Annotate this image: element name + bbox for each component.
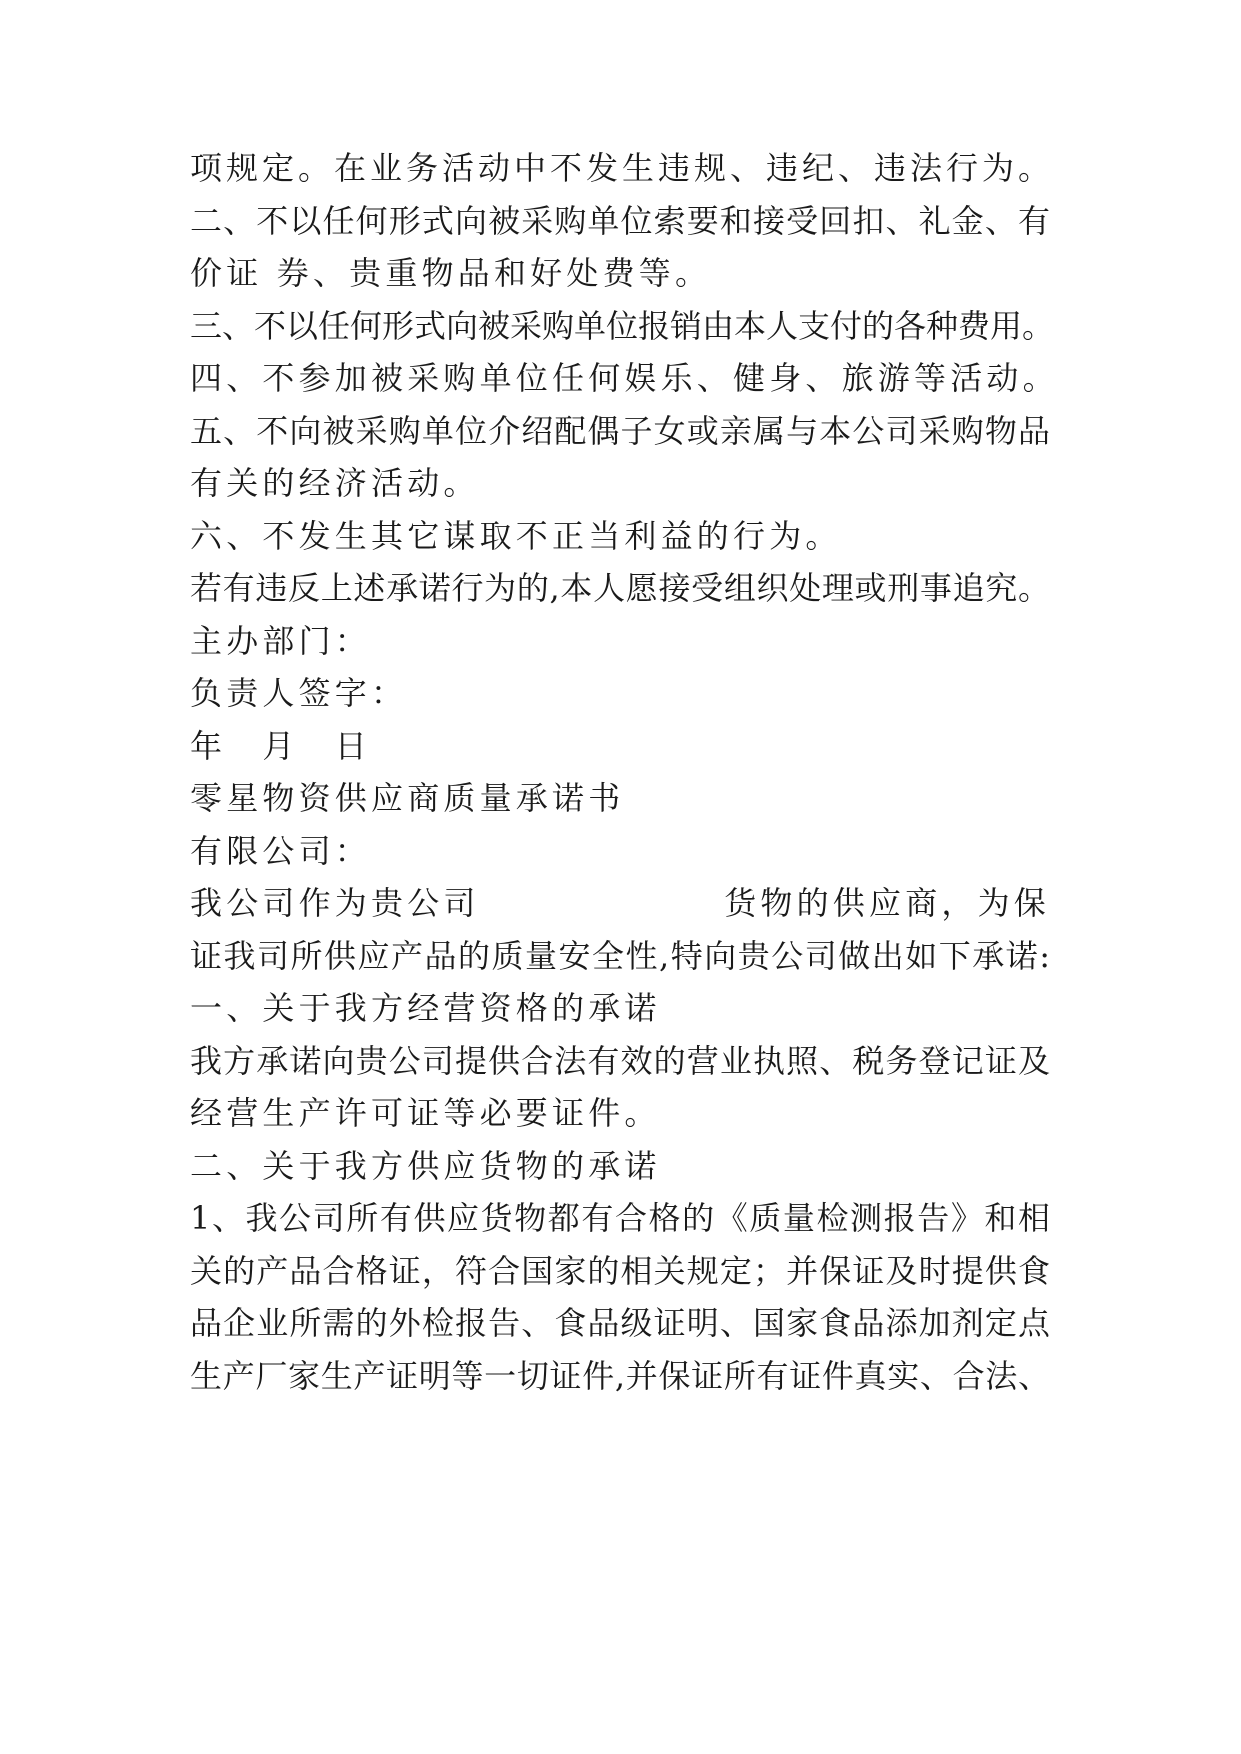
date-line: 年 月 日 — [190, 727, 372, 765]
text-segment: 我公司作为贵公司 — [190, 884, 480, 922]
text-line: 关的产品合格证，符合国家的相关规定；并保证及时提供食 — [190, 1252, 1050, 1290]
text-line: 四、不参加被采购单位任何娱乐、健身、旅游等活动。 — [190, 359, 1059, 397]
text-line: 1、我公司所有供应货物都有合格的《质量检测报告》和相 — [190, 1199, 1050, 1237]
text-segment: 货物的供应商，为保 — [724, 884, 1050, 922]
text-line: 经营生产许可证等必要证件。 — [190, 1094, 661, 1132]
text-line: 三、不以任何形式向被采购单位报销由本人支付的各种费用。 — [190, 307, 1055, 345]
text-line: 主办部门： — [190, 622, 372, 660]
text-line: 项规定。在业务活动中不发生违规、违纪、违法行为。 — [190, 149, 1050, 187]
section-heading: 二、关于我方供应货物的承诺 — [190, 1147, 661, 1185]
text-line: 证我司所供应产品的质量安全性,特向贵公司做出如下承诺: — [190, 937, 1050, 975]
text-line: 我方承诺向贵公司提供合法有效的营业执照、税务登记证及 — [190, 1042, 1050, 1080]
text-line: 有限公司： — [190, 832, 372, 870]
text-line: 价证 券、贵重物品和好处费等。 — [190, 254, 712, 292]
text-line: 生产厂家生产证明等一切证件,并保证所有证件真实、合法、 — [190, 1357, 1050, 1395]
text-line: 品企业所需的外检报告、食品级证明、国家食品添加剂定点 — [190, 1304, 1050, 1342]
text-line: 六、不发生其它谋取不正当利益的行为。 — [190, 517, 842, 555]
document-title: 零星物资供应商质量承诺书 — [190, 779, 625, 817]
text-line: 若有违反上述承诺行为的,本人愿接受组织处理或刑事追究。 — [190, 569, 1050, 607]
text-line: 有关的经济活动。 — [190, 464, 480, 502]
text-line: 二、不以任何形式向被采购单位索要和接受回扣、礼金、有 — [190, 202, 1050, 240]
text-line-with-blank — [190, 883, 1050, 923]
text-line: 五、不向被采购单位介绍配偶子女或亲属与本公司采购物品 — [190, 412, 1050, 450]
section-heading: 一、关于我方经营资格的承诺 — [190, 989, 661, 1027]
text-line: 负责人签字： — [190, 674, 408, 712]
